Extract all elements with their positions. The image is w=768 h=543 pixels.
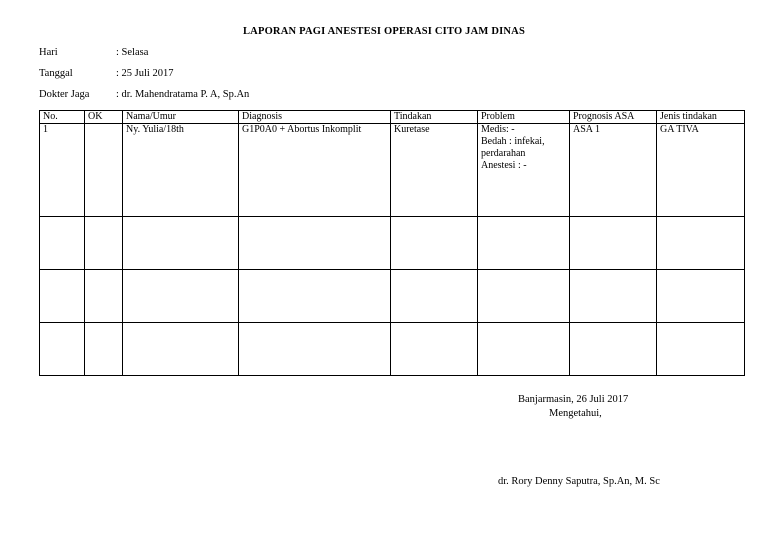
header-no: No.: [40, 111, 85, 124]
info-value-dokter-jaga: : dr. Mahendratama P. A, Sp.An: [116, 89, 250, 100]
table-header-row: [40, 111, 745, 124]
empty-cell: [123, 270, 239, 323]
problem-line-perdarahan: perdarahan: [481, 148, 526, 159]
cell-nama-umur: Ny. Yulia/18th: [123, 124, 239, 217]
header-prognosis-asa: Prognosis ASA: [570, 111, 657, 124]
problem-line-medis: Medis: -: [481, 124, 515, 135]
table-row: [40, 124, 745, 217]
header-ok: OK: [85, 111, 123, 124]
place-date: Banjarmasin, 26 Juli 2017: [518, 394, 629, 405]
signer-name: dr. Rory Denny Saputra, Sp.An, M. Sc: [498, 476, 660, 487]
cell-tindakan: Kuretase: [391, 124, 478, 217]
cell-diagnosis: G1P0A0 + Abortus Inkomplit: [239, 124, 391, 217]
empty-cell: [40, 323, 85, 376]
cell-problem: [478, 124, 570, 217]
empty-cell: [657, 323, 745, 376]
cell-prognosis-asa: ASA 1: [570, 124, 657, 217]
info-label-hari: Hari: [39, 47, 58, 58]
empty-cell: [85, 323, 123, 376]
empty-cell: [570, 217, 657, 270]
problem-line-bedah: Bedah : infekai,: [481, 136, 545, 147]
empty-cell: [478, 323, 570, 376]
empty-cell: [478, 217, 570, 270]
info-label-tanggal: Tanggal: [39, 68, 73, 79]
empty-cell: [40, 217, 85, 270]
header-jenis-tindakan: Jenis tindakan: [657, 111, 745, 124]
empty-cell: [85, 270, 123, 323]
header-tindakan: Tindakan: [391, 111, 478, 124]
empty-cell: [391, 270, 478, 323]
empty-cell: [570, 323, 657, 376]
empty-cell: [239, 217, 391, 270]
header-nama-umur: Nama/Umur: [123, 111, 239, 124]
empty-cell: [391, 323, 478, 376]
empty-cell: [40, 270, 85, 323]
info-value-hari: : Selasa: [116, 47, 149, 58]
table-row-empty: [40, 270, 745, 323]
empty-cell: [478, 270, 570, 323]
header-problem: Problem: [478, 111, 570, 124]
cell-ok: [85, 124, 123, 217]
acknowledged-label: Mengetahui,: [549, 408, 602, 419]
cell-jenis-tindakan: GA TIVA: [657, 124, 745, 217]
empty-cell: [85, 217, 123, 270]
empty-cell: [657, 217, 745, 270]
empty-cell: [239, 323, 391, 376]
header-diagnosis: Diagnosis: [239, 111, 391, 124]
empty-cell: [123, 217, 239, 270]
info-label-dokter-jaga: Dokter Jaga: [39, 89, 90, 100]
info-value-tanggal: : 25 Juli 2017: [116, 68, 174, 79]
empty-cell: [239, 270, 391, 323]
empty-cell: [570, 270, 657, 323]
table-row-empty: [40, 217, 745, 270]
empty-cell: [391, 217, 478, 270]
empty-cell: [657, 270, 745, 323]
cell-no: 1: [40, 124, 85, 217]
empty-cell: [123, 323, 239, 376]
report-table: [39, 110, 745, 376]
table-row-empty: [40, 323, 745, 376]
report-title: LAPORAN PAGI ANESTESI OPERASI CITO JAM DINAS: [242, 26, 526, 37]
problem-line-anestesi: Anestesi : -: [481, 160, 527, 171]
